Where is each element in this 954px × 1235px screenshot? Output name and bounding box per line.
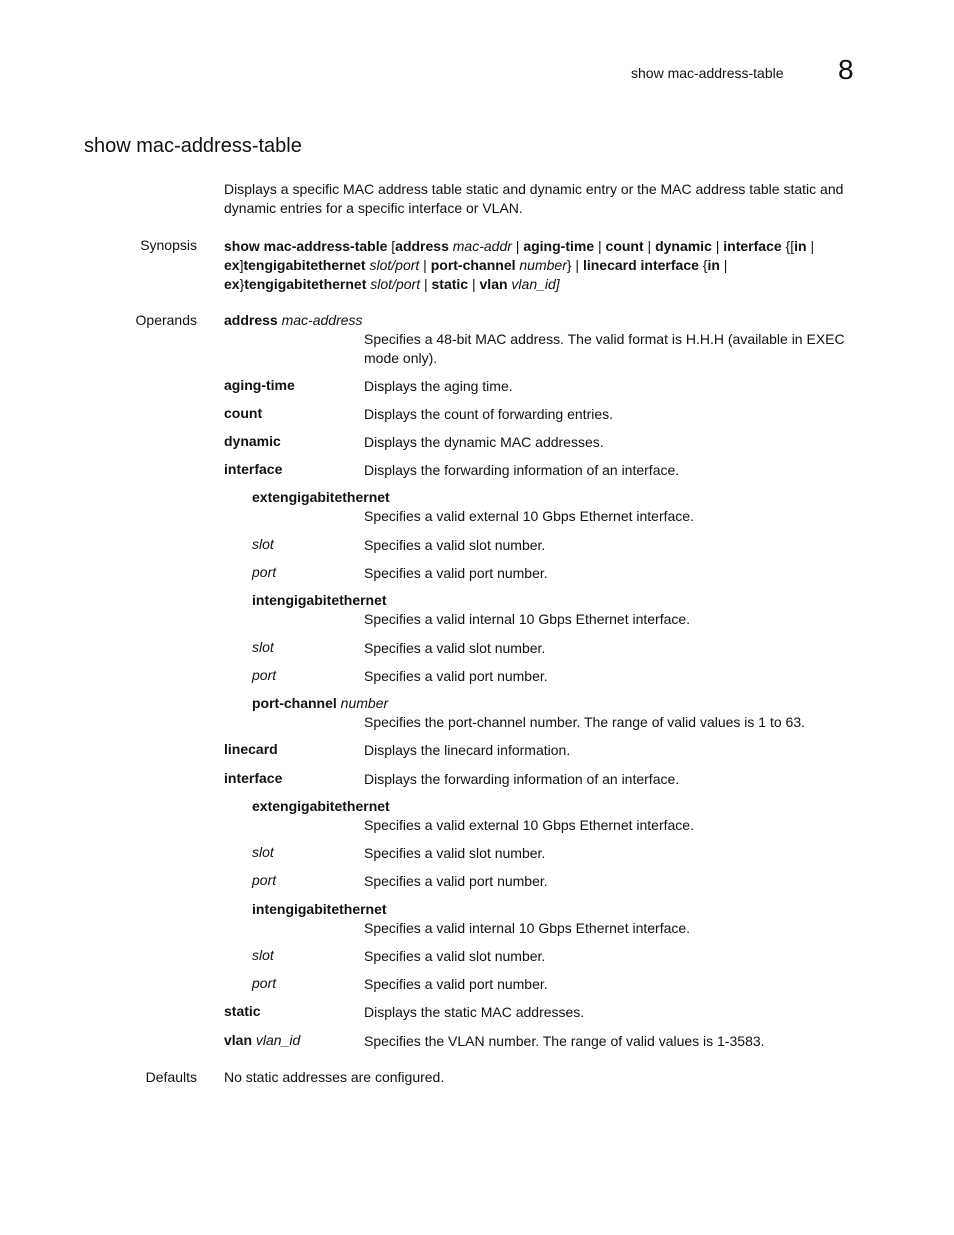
operand-term — [252, 695, 388, 711]
synopsis-token: vlan_id] — [511, 276, 560, 292]
operand-description: Specifies the port-channel number. The range of valid values is 1 to 63. — [364, 714, 806, 730]
operand-term — [252, 872, 276, 888]
operand-variable: port — [252, 975, 277, 991]
synopsis-token: | — [719, 257, 728, 273]
synopsis-token: tengigabitethernet — [243, 257, 366, 273]
operand-term — [252, 592, 387, 608]
synopsis-token: count — [605, 238, 644, 254]
operand-keyword: extengigabitethernet — [252, 798, 390, 814]
operand-description: Specifies a valid port number. — [364, 668, 548, 684]
operand-term — [252, 798, 390, 814]
operand-keyword: port-channel — [252, 695, 337, 711]
operand-term — [252, 975, 276, 991]
operand-keyword: address — [224, 312, 278, 328]
operand-variable: slot — [252, 536, 274, 552]
synopsis-token: show mac-address-table — [224, 238, 388, 254]
operand-term — [252, 639, 274, 655]
operand-description: Specifies a valid slot number. — [364, 537, 546, 553]
operand-keyword: intengigabitethernet — [252, 592, 387, 608]
operand-term — [224, 741, 278, 757]
operand-description: Displays the static MAC addresses. — [364, 1004, 585, 1020]
synopsis-line — [224, 275, 874, 294]
synopsis-line — [224, 256, 874, 275]
operand-description: Specifies a 48-bit MAC address. The valid format is H.H.H (available in EXEC mode only). — [364, 331, 845, 366]
synopsis-token: in — [794, 238, 807, 254]
synopsis-line — [224, 237, 874, 256]
synopsis-token: {[ — [781, 238, 795, 254]
page-title: show mac-address-table — [84, 135, 302, 157]
synopsis-token: dynamic — [655, 238, 712, 254]
operand-keyword: vlan — [224, 1032, 253, 1048]
operand-description: Displays the count of forwarding entries. — [364, 406, 614, 422]
synopsis-token: } | — [566, 257, 583, 273]
synopsis-token: vlan — [479, 276, 508, 292]
synopsis-token: | — [711, 238, 724, 254]
operand-term — [224, 312, 363, 328]
synopsis-token: | — [420, 276, 432, 292]
operand-term — [252, 536, 274, 552]
operand-description: Specifies a valid slot number. — [364, 640, 546, 656]
operand-variable: slot — [252, 844, 274, 860]
operand-term — [252, 564, 276, 580]
synopsis-token: slot/port — [370, 276, 421, 292]
synopsis-token: number — [519, 257, 567, 273]
operand-description: Specifies a valid slot number. — [364, 845, 546, 861]
operand-keyword: aging-time — [224, 377, 295, 393]
operand-term — [224, 377, 295, 393]
operand-description: Displays the linecard information. — [364, 742, 571, 758]
synopsis-token: [ — [387, 238, 396, 254]
synopsis-token: | — [468, 276, 480, 292]
operand-description: Displays the aging time. — [364, 378, 513, 394]
synopsis-token: | — [419, 257, 431, 273]
synopsis-token: linecard interface — [582, 257, 699, 273]
operand-term — [252, 844, 274, 860]
operand-term — [224, 405, 262, 421]
synopsis-token: { — [698, 257, 708, 273]
operand-keyword: static — [224, 1003, 261, 1019]
operand-keyword: interface — [224, 461, 283, 477]
chapter-number: 8 — [838, 54, 854, 85]
operand-term — [224, 770, 282, 786]
operand-description: Specifies a valid port number. — [364, 976, 548, 992]
operand-keyword: extengigabitethernet — [252, 489, 390, 505]
synopsis-token: address — [395, 238, 449, 254]
operand-keyword: interface — [224, 770, 283, 786]
operand-description: Specifies a valid external 10 Gbps Ethernet interface. — [364, 817, 694, 833]
operand-variable: mac-address — [281, 312, 363, 328]
synopsis-token: tengigabitethernet — [244, 276, 367, 292]
synopsis-token: } — [239, 276, 245, 292]
synopsis-label: Synopsis — [140, 237, 197, 253]
operand-variable: slot — [252, 639, 274, 655]
synopsis-token: slot/port — [369, 257, 420, 273]
synopsis-token: | — [806, 238, 815, 254]
running-header: show mac-address-table — [631, 65, 784, 81]
synopsis-token: ex — [224, 276, 240, 292]
operand-term — [252, 901, 387, 917]
operand-variable: port — [252, 872, 277, 888]
operand-variable: slot — [252, 947, 274, 963]
operand-description: Specifies a valid port number. — [364, 565, 548, 581]
operand-description: Specifies a valid port number. — [364, 873, 548, 889]
synopsis-token: | — [643, 238, 656, 254]
synopsis-token: | — [594, 238, 606, 254]
synopsis-token: in — [707, 257, 720, 273]
operand-description: Displays the forwarding information of an interface. — [364, 462, 680, 478]
operand-variable: vlan_id — [255, 1032, 301, 1048]
operand-description: Displays the forwarding information of an interface. — [364, 771, 680, 787]
synopsis-token: port-channel — [430, 257, 516, 273]
defaults-text: No static addresses are configured. — [224, 1069, 445, 1085]
operand-description: Specifies a valid internal 10 Gbps Ethernet interface. — [364, 920, 691, 936]
command-description: Displays a specific MAC address table static and dynamic entry or the MAC address table static and dynamic entries for a specific interface or VLAN. — [224, 181, 844, 216]
operand-keyword: count — [224, 405, 263, 421]
operand-keyword: intengigabitethernet — [252, 901, 387, 917]
operand-term — [252, 947, 274, 963]
operand-term — [252, 667, 276, 683]
synopsis-token: ] — [239, 257, 244, 273]
defaults-label: Defaults — [145, 1069, 197, 1085]
synopsis-token: static — [431, 276, 469, 292]
operand-term — [224, 461, 282, 477]
operand-description: Specifies a valid slot number. — [364, 948, 546, 964]
synopsis-token: | — [511, 238, 524, 254]
synopsis-token: aging-time — [523, 238, 595, 254]
synopsis-token: interface — [723, 238, 782, 254]
operands-label: Operands — [135, 312, 197, 328]
operand-description: Specifies a valid external 10 Gbps Ethernet interface. — [364, 508, 694, 524]
operand-keyword: dynamic — [224, 433, 281, 449]
operand-term — [224, 1032, 300, 1048]
operand-term — [224, 1003, 261, 1019]
operand-variable: port — [252, 667, 277, 683]
operand-variable: port — [252, 564, 277, 580]
operand-description: Displays the dynamic MAC addresses. — [364, 434, 604, 450]
synopsis-token: ex — [224, 257, 240, 273]
operand-description: Specifies a valid internal 10 Gbps Ethernet interface. — [364, 611, 691, 627]
operand-term — [252, 489, 390, 505]
operand-variable: number — [340, 695, 389, 711]
operand-keyword: linecard — [224, 741, 278, 757]
synopsis-token: mac-addr — [452, 238, 512, 254]
operand-description: Specifies the VLAN number. The range of valid values is 1-3583. — [364, 1033, 765, 1049]
operand-term — [224, 433, 281, 449]
